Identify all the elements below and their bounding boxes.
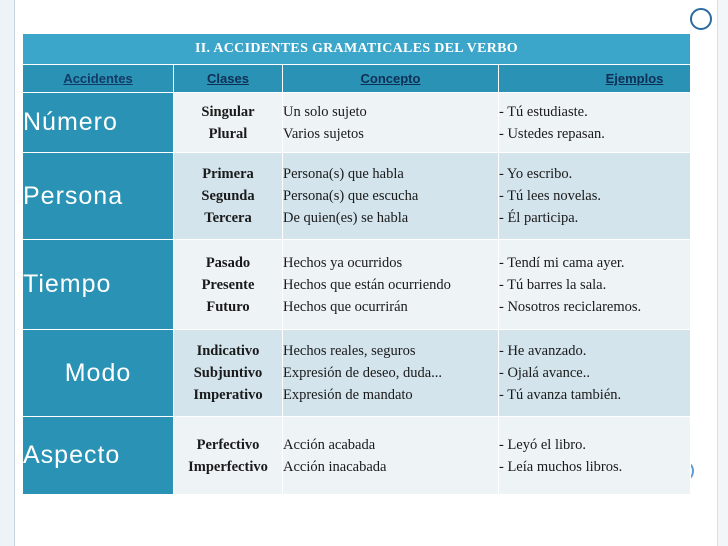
class-item: Futuro <box>206 298 250 315</box>
row-label: Número <box>23 93 174 153</box>
concepts-cell <box>283 330 499 417</box>
table-row <box>23 153 691 240</box>
row-label: Aspecto <box>23 417 174 495</box>
header-label: Clases <box>207 71 249 86</box>
concept-item: Un solo sujeto <box>283 103 367 120</box>
class-item: Imperfectivo <box>188 458 268 475</box>
class-item: Tercera <box>204 210 252 226</box>
class-item: Indicativo <box>196 343 260 359</box>
slide-frame-right <box>717 0 728 546</box>
classes-cell <box>174 153 283 240</box>
header-clases <box>174 65 283 93</box>
class-item: Segunda <box>201 188 255 204</box>
class-item: Subjuntivo <box>193 365 263 381</box>
concepts-cell <box>283 153 499 240</box>
ornament-circle-icon <box>690 8 712 30</box>
example-item: - Ojalá avance.. <box>499 365 590 381</box>
class-item: Pasado <box>205 254 251 271</box>
row-label: Persona <box>23 153 174 240</box>
example-item: - Tú estudiaste. <box>499 103 588 120</box>
concept-item: Acción acabada <box>283 436 376 453</box>
example-item: - Leyó el libro. <box>499 436 586 453</box>
example-item: - Leía muchos libros. <box>499 458 623 475</box>
concept-item: De quien(es) se habla <box>283 210 409 226</box>
table-row <box>23 330 691 417</box>
class-item: Perfectivo <box>196 436 260 453</box>
example-item: - Tendí mi cama ayer. <box>499 254 625 271</box>
header-accidentes <box>23 65 174 93</box>
concepts-cell <box>283 240 499 330</box>
examples-cell <box>499 153 691 240</box>
example-item: - Tú barres la sala. <box>499 276 607 293</box>
table-row <box>23 93 691 153</box>
header-label: Accidentes <box>63 71 133 86</box>
concept-item: Acción inacabada <box>283 458 387 475</box>
slide-frame-left <box>0 0 15 546</box>
class-item: Plural <box>208 125 248 142</box>
examples-cell <box>499 93 691 153</box>
concepts-cell <box>283 93 499 153</box>
classes-cell <box>174 240 283 330</box>
classes-cell <box>174 417 283 495</box>
examples-cell <box>499 240 691 330</box>
row-label: Tiempo <box>23 240 174 330</box>
concept-item: Persona(s) que habla <box>283 166 404 182</box>
table-row <box>23 240 691 330</box>
class-item: Imperativo <box>193 387 263 403</box>
header-concepto <box>283 65 499 93</box>
example-item: - Nosotros reciclaremos. <box>499 298 642 315</box>
example-item: - Él participa. <box>499 210 579 226</box>
header-label: Ejemplos <box>605 71 664 86</box>
example-item: - Tú lees novelas. <box>499 188 602 204</box>
class-item: Presente <box>201 276 255 293</box>
table-title: II. ACCIDENTES GRAMATICALES DEL VERBO <box>23 34 691 65</box>
concept-item: Hechos que están ocurriendo <box>283 276 451 293</box>
class-item: Primera <box>202 166 254 182</box>
concept-item: Varios sujetos <box>283 125 364 142</box>
example-item: - Tú avanza también. <box>499 387 622 403</box>
header-ejemplos <box>499 65 691 93</box>
example-item: - He avanzado. <box>499 343 587 359</box>
row-label: Modo <box>23 330 174 417</box>
classes-cell <box>174 330 283 417</box>
verb-accidents-table <box>22 33 691 495</box>
concept-item: Hechos ya ocurridos <box>283 254 403 271</box>
concept-item: Persona(s) que escucha <box>283 188 419 204</box>
concept-item: Hechos que ocurrirán <box>283 298 408 315</box>
example-item: - Yo escribo. <box>499 166 573 182</box>
classes-cell <box>174 93 283 153</box>
header-label: Concepto <box>360 71 421 86</box>
concepts-cell <box>283 417 499 495</box>
concept-item: Expresión de deseo, duda... <box>283 365 443 381</box>
examples-cell <box>499 417 691 495</box>
class-item: Singular <box>201 103 255 120</box>
table-row <box>23 417 691 495</box>
concept-item: Hechos reales, seguros <box>283 343 416 359</box>
example-item: - Ustedes repasan. <box>499 125 605 142</box>
concept-item: Expresión de mandato <box>283 387 413 403</box>
examples-cell <box>499 330 691 417</box>
